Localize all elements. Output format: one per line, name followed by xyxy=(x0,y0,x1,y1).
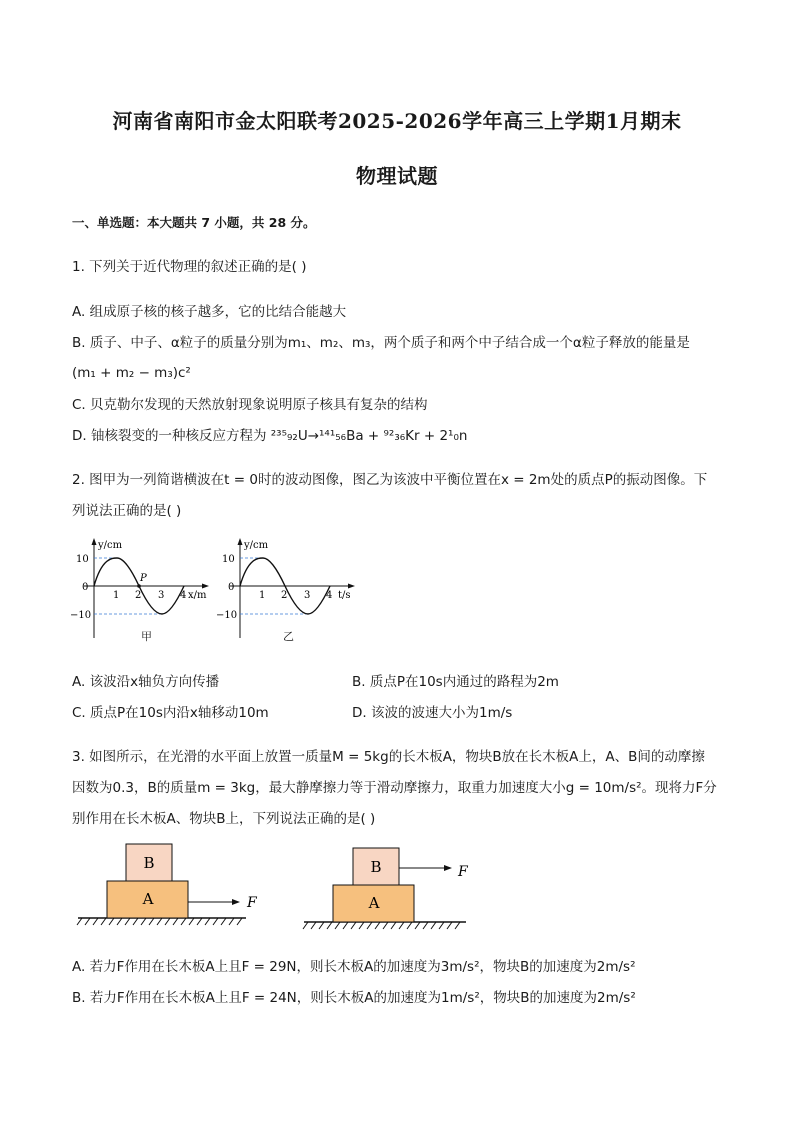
tick-t-2: 2 xyxy=(281,590,288,601)
q3-stem-line2: 因数为0.3，B的质量m = 3kg，最大静摩擦力等于滑动摩擦力，取重力加速度大小g = 10m/s²。现将力F分 xyxy=(72,780,717,796)
t-axis-arrow xyxy=(348,584,355,589)
q2-stem-line1: 2. 图甲为一列简谐横波在t = 0时的波动图像，图乙为该波中平衡位置在x = 2m处的质点P的振动图像。下 xyxy=(72,472,708,488)
ground-hatch xyxy=(303,922,460,929)
force-arrowhead xyxy=(232,899,240,905)
q3-option-a: A. 若力F作用在长木板A上且F = 29N，则长木板A的加速度为3m/s²，物块B的加速度为2m/s² xyxy=(72,959,636,975)
q1-stem: 1. 下列关于近代物理的叙述正确的是( ) xyxy=(72,259,307,275)
section-heading: 一、单选题：本大题共 7 小题，共 28 分。 xyxy=(72,215,316,230)
y-axis-arrow xyxy=(238,538,243,545)
force-label: F xyxy=(247,895,257,911)
q3-option-b: B. 若力F作用在长木板A上且F = 24N，则长木板A的加速度为1m/s²，物块B的加速度为2m/s² xyxy=(72,990,636,1006)
q2-option-d: D. 该波的波速大小为1m/s xyxy=(352,705,513,721)
tick-t-4: 4 xyxy=(326,590,333,601)
y-axis-label: y/cm xyxy=(244,540,269,551)
block-a-label: A xyxy=(368,894,380,912)
tick-x-3: 3 xyxy=(158,590,165,601)
block-a-label: A xyxy=(142,890,154,908)
q1-option-b-line1: B. 质子、中子、α粒子的质量分别为m₁、m₂、m₃，两个质子和两个中子结合成一个α粒子释放的能量是 xyxy=(72,335,690,351)
tick-y-zero: 0 xyxy=(228,582,235,593)
title-line-2: 物理试题 xyxy=(356,164,438,188)
q3-stem-line3: 别作用在长木板A、物块B上，下列说法正确的是( ) xyxy=(72,811,376,827)
tick-y-zero: 0 xyxy=(82,582,89,593)
block-b-label: B xyxy=(370,858,382,876)
t-axis-label: t/s xyxy=(338,590,351,601)
graph-jia-caption: 甲 xyxy=(141,630,152,643)
q1-option-d: D. 铀核裂变的一种核反应方程为 ²³⁵₉₂U→¹⁴¹₅₆Ba + ⁹²₃₆Kr + 2¹₀n xyxy=(72,428,468,444)
q3-stem-line1: 3. 如图所示，在光滑的水平面上放置一质量M = 5kg的长木板A，物块B放在长木板A上，A、B间的动摩擦 xyxy=(72,749,705,765)
tick-t-3: 3 xyxy=(304,590,311,601)
tick-y-max: 10 xyxy=(76,554,89,565)
tick-x-1: 1 xyxy=(113,590,120,601)
block-b-label: B xyxy=(143,854,155,872)
tick-x-4: 4 xyxy=(180,590,187,601)
tick-y-min: −10 xyxy=(216,610,238,621)
point-p xyxy=(137,584,141,588)
q1-option-c: C. 贝克勒尔发现的天然放射现象说明原子核具有复杂的结构 xyxy=(72,397,428,413)
q1-option-b-line2: (m₁ + m₂ − m₃)c² xyxy=(72,365,191,381)
q2-option-b: B. 质点P在10s内通过的路程为2m xyxy=(352,674,559,690)
point-p-label: P xyxy=(140,573,147,584)
tick-y-max: 10 xyxy=(222,554,235,565)
q2-option-c: C. 质点P在10s内沿x轴移动10m xyxy=(72,705,269,721)
fig-force-on-a xyxy=(76,840,266,934)
title-line-1: 河南省南阳市金太阳联考2025-2026学年高三上学期1月期末 xyxy=(112,109,682,133)
force-label: F xyxy=(458,864,468,880)
q2-option-a: A. 该波沿x轴负方向传播 xyxy=(72,674,220,690)
x-axis-label: x/m xyxy=(188,590,207,601)
graph-yi-caption: 乙 xyxy=(283,630,294,643)
q2-stem-line2: 列说法正确的是( ) xyxy=(72,503,182,519)
tick-t-1: 1 xyxy=(259,590,266,601)
tick-y-min: −10 xyxy=(70,610,92,621)
ground-hatch xyxy=(77,918,242,925)
y-axis-label: y/cm xyxy=(98,540,123,551)
q1-option-a: A. 组成原子核的核子越多，它的比结合能越大 xyxy=(72,304,347,320)
tick-x-2: 2 xyxy=(135,590,142,601)
fig-force-on-b xyxy=(300,840,490,934)
y-axis-arrow xyxy=(92,538,97,545)
force-arrowhead xyxy=(444,865,452,871)
